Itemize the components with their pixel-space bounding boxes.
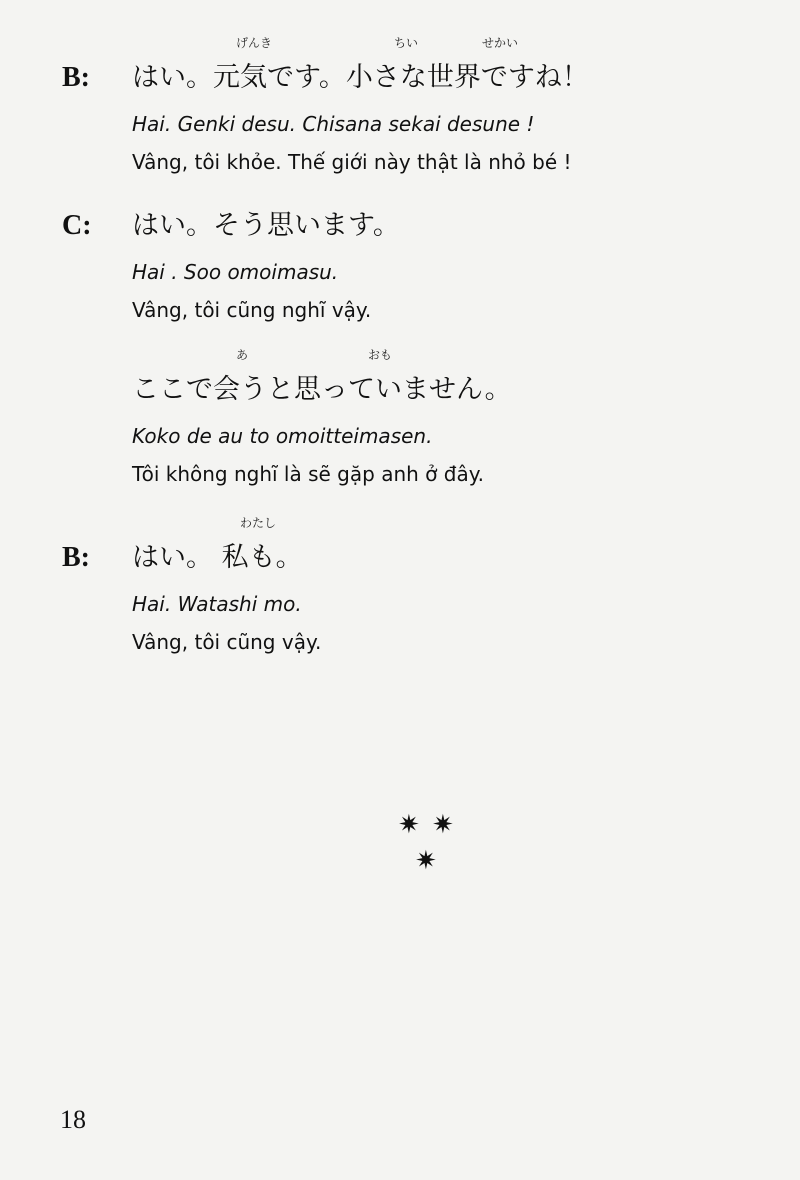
furigana-chii: ちい <box>394 36 419 50</box>
furigana-omo: おも <box>368 348 393 362</box>
romaji-text: Hai. Watashi mo. <box>132 592 302 616</box>
japanese-line: はい。元気です。小さな世界ですね！ <box>132 62 589 93</box>
romaji-text: Hai. Genki desu. Chisana sekai desune ! <box>132 112 535 136</box>
separator-star-icon: ✷ <box>432 810 454 840</box>
japanese-text <box>132 348 512 410</box>
speaker-label: B: <box>62 542 90 573</box>
page-number: 18 <box>60 1105 86 1134</box>
vietnamese-translation: Vâng, tôi cũng nghĩ vậy. <box>132 298 372 322</box>
speaker-label: B: <box>62 62 90 93</box>
vietnamese-translation: Vâng, tôi khỏe. Thế giới này thật là nhỏ bé ! <box>132 150 572 174</box>
japanese-line: はい。そう思います。 <box>132 210 400 241</box>
japanese-line: ここで会うと思っていません。 <box>132 374 512 405</box>
romaji-text: Koko de au to omoitteimasen. <box>132 424 433 448</box>
vietnamese-translation: Vâng, tôi cũng vậy. <box>132 630 322 654</box>
separator-star-icon: ✷ <box>398 810 420 840</box>
furigana-a: あ <box>236 348 249 362</box>
furigana-watashi: わたし <box>240 516 277 530</box>
furigana-genki: げんき <box>236 36 273 50</box>
vietnamese-translation: Tôi không nghĩ là sẽ gặp anh ở đây. <box>132 462 485 486</box>
section-separator <box>380 808 470 888</box>
romaji-text: Hai . Soo omoimasu. <box>132 260 339 284</box>
separator-star-icon: ✷ <box>415 846 437 876</box>
speaker-label: C: <box>62 210 92 241</box>
furigana-sekai: せかい <box>482 36 519 50</box>
japanese-text <box>132 36 589 98</box>
japanese-line: はい。 私も。 <box>132 542 303 573</box>
japanese-text <box>132 516 303 578</box>
